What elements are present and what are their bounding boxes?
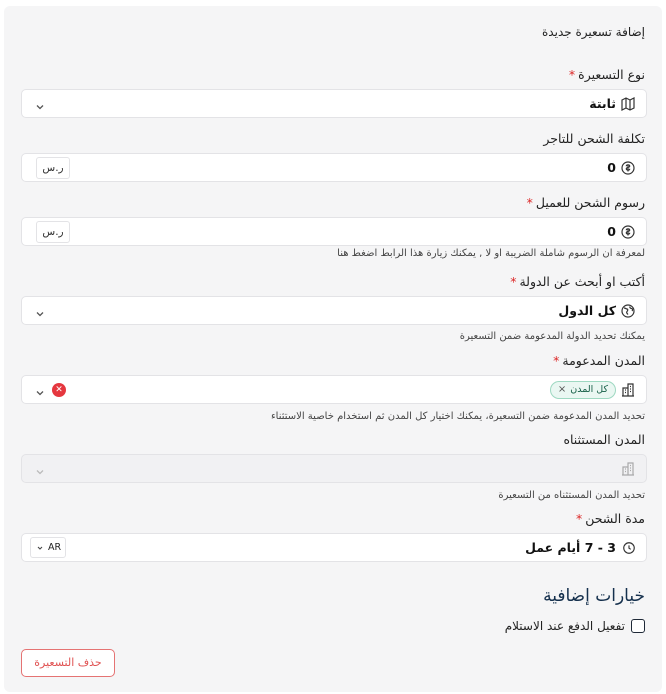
pricing-type-label: نوع التسعيرة* <box>568 67 645 82</box>
buildings-icon <box>620 461 636 477</box>
merchant-shipping-cost-value: 0 <box>607 160 616 175</box>
currency-unit: ر.س <box>36 221 70 243</box>
merchant-shipping-cost-label: تكلفة الشحن للتاجر <box>543 131 645 146</box>
country-value: كل الدول <box>558 303 616 318</box>
chevron-down-icon <box>34 98 46 110</box>
coin-icon <box>620 160 636 176</box>
supported-cities-hint: تحديد المدن المدعومة ضمن التسعيرة، يمكنك اختيار كل المدن ثم استخدام خاصية الاستثناء <box>270 411 645 422</box>
city-chip-all: كل المدن× <box>550 381 616 399</box>
supported-cities-select[interactable] <box>21 375 647 404</box>
clock-icon <box>620 540 636 556</box>
currency-unit: ر.س <box>36 157 70 179</box>
merchant-shipping-cost-input[interactable] <box>21 153 647 182</box>
map-icon <box>620 96 636 112</box>
required-asterisk: * <box>575 511 583 526</box>
pricing-form-panel <box>4 6 662 692</box>
required-asterisk: * <box>510 274 517 289</box>
excluded-cities-hint: تحديد المدن المستثناه من التسعيرة <box>498 490 645 501</box>
shipping-duration-value: 3 - 7 أيام عمل <box>525 540 616 555</box>
customer-shipping-fee-input[interactable] <box>21 217 647 246</box>
chevron-down-icon <box>36 544 44 552</box>
clear-selection-button[interactable]: ✕ <box>52 383 66 397</box>
excluded-cities-label: المدن المستثناه <box>563 432 645 447</box>
form-title: إضافة تسعيرة جديدة <box>542 25 645 39</box>
cod-label: تفعيل الدفع عند الاستلام <box>504 619 625 633</box>
cod-checkbox[interactable] <box>631 619 645 633</box>
chip-remove-icon[interactable]: × <box>557 384 567 395</box>
country-label: أكتب او أبحث عن الدولة* <box>510 274 645 289</box>
chevron-down-icon <box>34 384 46 396</box>
tax-info-link[interactable]: لمعرفة ان الرسوم شاملة الضريبة او لا , يمكنك زيارة هذا الرابط اضغط هنا <box>337 248 645 259</box>
cod-toggle-row[interactable] <box>505 618 645 634</box>
extra-options-title: خيارات إضافية <box>543 586 645 606</box>
globe-icon <box>620 303 636 319</box>
pricing-type-select[interactable] <box>21 89 647 118</box>
delete-pricing-button[interactable]: حذف التسعيرة <box>21 649 115 677</box>
required-asterisk: * <box>553 353 560 368</box>
pricing-type-value: ثابتة <box>589 96 616 111</box>
country-hint: يمكنك تحديد الدولة المدعومة ضمن التسعيرة <box>459 331 645 342</box>
required-asterisk: * <box>568 67 576 82</box>
language-select[interactable] <box>30 537 66 558</box>
customer-shipping-fee-value: 0 <box>607 224 616 239</box>
chevron-down-icon <box>34 305 46 317</box>
shipping-duration-input[interactable] <box>21 533 647 562</box>
coin-icon <box>620 224 636 240</box>
shipping-duration-label: مدة الشحن* <box>575 511 645 526</box>
country-select[interactable] <box>21 296 647 325</box>
supported-cities-label: المدن المدعومة* <box>553 353 645 368</box>
excluded-cities-select[interactable] <box>21 454 647 483</box>
required-asterisk: * <box>526 195 533 210</box>
language-code: AR <box>48 542 62 553</box>
chevron-down-icon <box>34 463 46 475</box>
buildings-icon <box>620 382 636 398</box>
customer-shipping-fee-label: رسوم الشحن للعميل* <box>526 195 645 210</box>
